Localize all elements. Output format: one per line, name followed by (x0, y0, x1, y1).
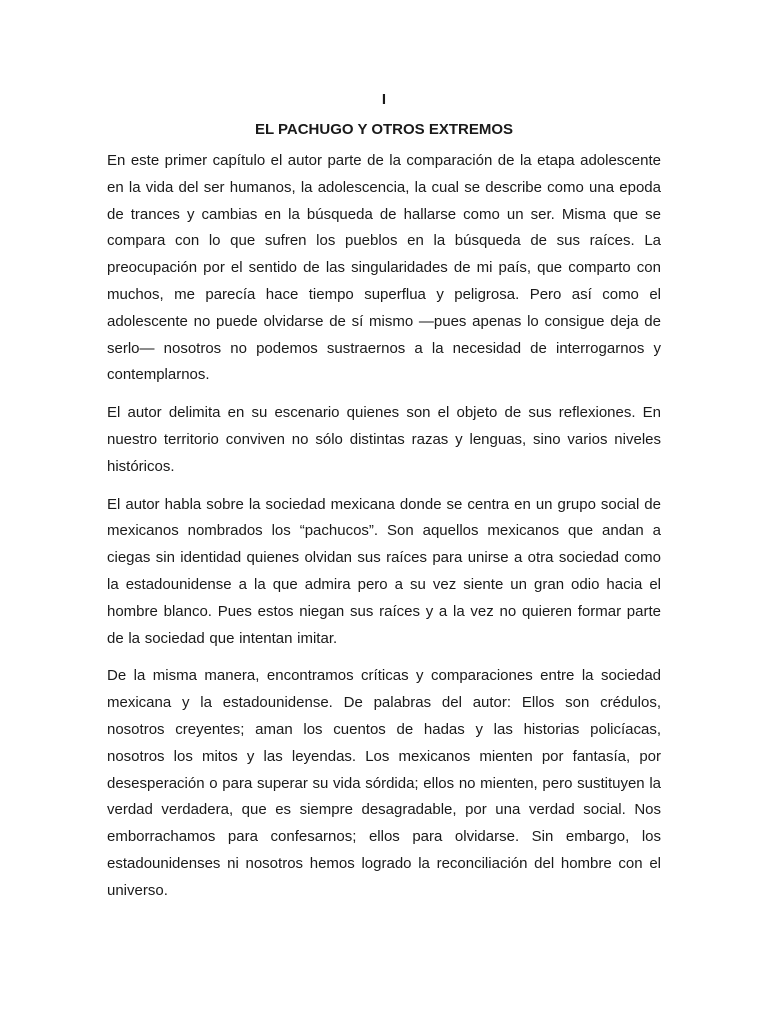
chapter-title: EL PACHUGO Y OTROS EXTREMOS (254, 121, 514, 138)
paragraph-3: El autor habla sobre la sociedad mexicana donde se centra en un grupo social de mexicanos nombrados los “pachucos”. Son aquellos mexicanos que andan a ciegas sin identidad quienes olvidan sus raíces para unirse a otra sociedad como la estadounidense a la que admira pero a su vez siente un gran odio hacia el hombre blanco. Pues estos niegan sus raíces y a la vez no quieren formar parte de la sociedad que intentan imitar. (107, 495, 661, 647)
paragraph-4: De la misma manera, encontramos críticas y comparaciones entre la sociedad mexicana y la estadounidense. De palabras del autor: Ellos son crédulos, nosotros creyentes; aman los cuentos de hadas y las historias policíacas, nosotros los mitos y las leyendas. Los mexicanos mienten por fantasía, por desesperación o para superar su vida sórdida; ellos no mienten, pero sustituyen la verdad verdadera, que es siempre desagradable, por una verdad social. Nos emborrachamos para confesarnos; ellos para olvidarse. Sin embargo, los estadounidenses ni nosotros hemos logrado la reconciliación del hombre con el universo. (107, 667, 661, 899)
chapter-number: I (381, 91, 387, 108)
paragraph-2: El autor delimita en su escenario quienes son el objeto de sus reflexiones. En nuestro territorio conviven no sólo distintas razas y lenguas, sino varios niveles históricos. (107, 404, 661, 475)
body-text (107, 148, 661, 916)
paragraph-1: En este primer capítulo el autor parte de la comparación de la etapa adolescente en la vida del ser humanos, la adolescencia, la cual se describe como una epoda de trances y cambias en la búsqueda de hallarse como un ser. Misma que se compara con lo que sufren los pueblos en la búsqueda de sus raíces. La preocupación por el sentido de las singularidades de mi país, que comparto con muchos, me parecía hace tiempo superflua y peligrosa. Pero así como el adolescente no puede olvidarse de sí mismo —pues apenas lo consigue deja de serlo— nosotros no podemos sustraernos a la necesidad de interrogarnos y contemplarnos. (107, 152, 661, 384)
